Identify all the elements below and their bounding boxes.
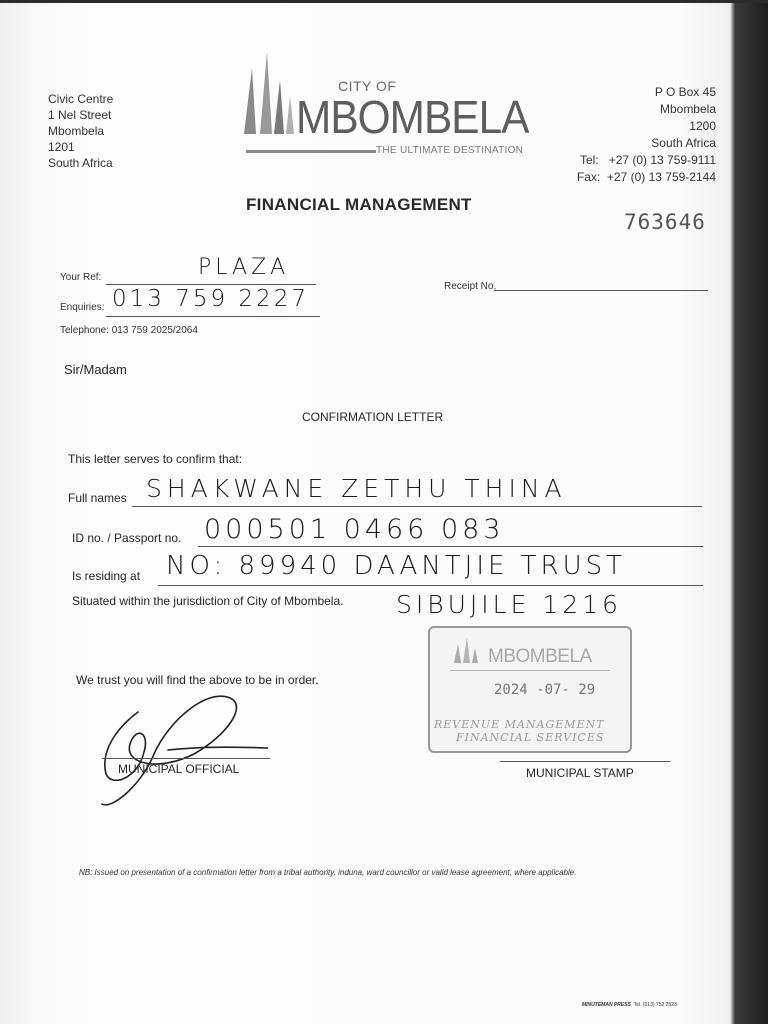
residing-value: NO: 89940 DAANTJIE TRUST <box>166 551 627 581</box>
printer-tel: Tel. (013) 752 2523 <box>633 1002 677 1008</box>
skyline-icon <box>242 50 302 136</box>
tel-line <box>577 152 716 169</box>
letter-title: CONFIRMATION LETTER <box>302 410 444 424</box>
full-names-label: Full names <box>68 491 127 505</box>
municipal-stamp-box <box>428 626 632 753</box>
logo-tagline: THE ULTIMATE DESTINATION <box>376 145 524 156</box>
logo-name: MBOMBELA <box>296 91 529 143</box>
telephone-line: Telephone: 013 759 2025/2064 <box>60 325 198 336</box>
enquiries-value: 013 759 2227 <box>112 286 309 312</box>
full-names-line <box>132 506 702 507</box>
address-line: P O Box 45 <box>654 85 716 99</box>
sender-address <box>48 91 113 171</box>
printer-credit <box>582 1002 677 1008</box>
footnote: NB: Issued on presentation of a confirmation letter from a tribal authority, induna, ward councillor or valid lease agreement, where applicable. <box>79 868 577 877</box>
intro-text: This letter serves to confirm that: <box>68 452 243 466</box>
residing-line <box>158 585 703 586</box>
your-ref-label: Your Ref: <box>60 272 102 283</box>
address-line: 1201 <box>48 140 75 154</box>
address-line: Civic Centre <box>48 92 114 106</box>
address-line: Mbombela <box>659 102 716 116</box>
jurisdiction-label: Situated within the jurisdiction of City of Mbombela. <box>72 594 344 608</box>
residing-label: Is residing at <box>72 569 141 583</box>
department-heading: FINANCIAL MANAGEMENT <box>246 195 472 214</box>
your-ref-value: PLAZA <box>198 255 290 280</box>
address-line: South Africa <box>651 136 716 150</box>
enquiries-label: Enquiries: <box>60 302 105 313</box>
jurisdiction-value: SIBUJILE 1216 <box>396 590 622 619</box>
city-logo <box>238 50 528 160</box>
address-line: Mbombela <box>48 124 105 138</box>
address-line: 1 Nel Street <box>48 108 112 122</box>
id-value: 000501 0466 083 <box>204 514 505 545</box>
printer-name: MINUTEMAN PRESS <box>582 1002 631 1008</box>
stamp-line-2: FINANCIAL SERVICES <box>456 731 605 744</box>
stamp-skyline-icon <box>452 636 482 664</box>
tel-number: +27 (0) 13 759-9111 <box>608 153 716 167</box>
address-line: South Africa <box>48 156 113 170</box>
stamp-label: MUNICIPAL STAMP <box>526 766 634 780</box>
your-ref-line <box>106 284 316 285</box>
full-names-value: SHAKWANE ZETHU THINA <box>146 474 567 503</box>
id-label: ID no. / Passport no. <box>72 531 182 545</box>
postal-address <box>577 84 716 186</box>
handwritten-signature <box>98 692 268 812</box>
fax-line <box>577 169 716 186</box>
stamp-rule <box>450 670 610 671</box>
stamp-line-1: REVENUE MANAGEMENT <box>434 718 605 731</box>
closing-text: We trust you will find the above to be in order. <box>76 673 319 687</box>
signature-line <box>102 758 270 759</box>
logo-city-of: CITY OF <box>338 78 397 94</box>
stamp-logo-text: MBOMBELA <box>488 646 592 667</box>
salutation: Sir/Madam <box>64 362 127 377</box>
receipt-line <box>494 290 708 291</box>
signature-label: MUNICIPAL OFFICIAL <box>118 762 240 776</box>
page-top-edge <box>0 0 768 3</box>
fax-label: Fax: <box>576 170 601 184</box>
stamp-line <box>500 761 670 762</box>
enquiries-line <box>106 316 320 317</box>
receipt-label: Receipt No. <box>444 281 497 292</box>
tel-label: Tel: <box>579 153 599 167</box>
logo-underline <box>246 150 376 153</box>
serial-number: 763646 <box>624 210 706 234</box>
id-line <box>198 546 703 547</box>
stamp-date: 2024 -07- 29 <box>494 682 596 698</box>
address-line: 1200 <box>689 119 716 133</box>
fax-number: +27 (0) 13 759-2144 <box>606 170 716 184</box>
